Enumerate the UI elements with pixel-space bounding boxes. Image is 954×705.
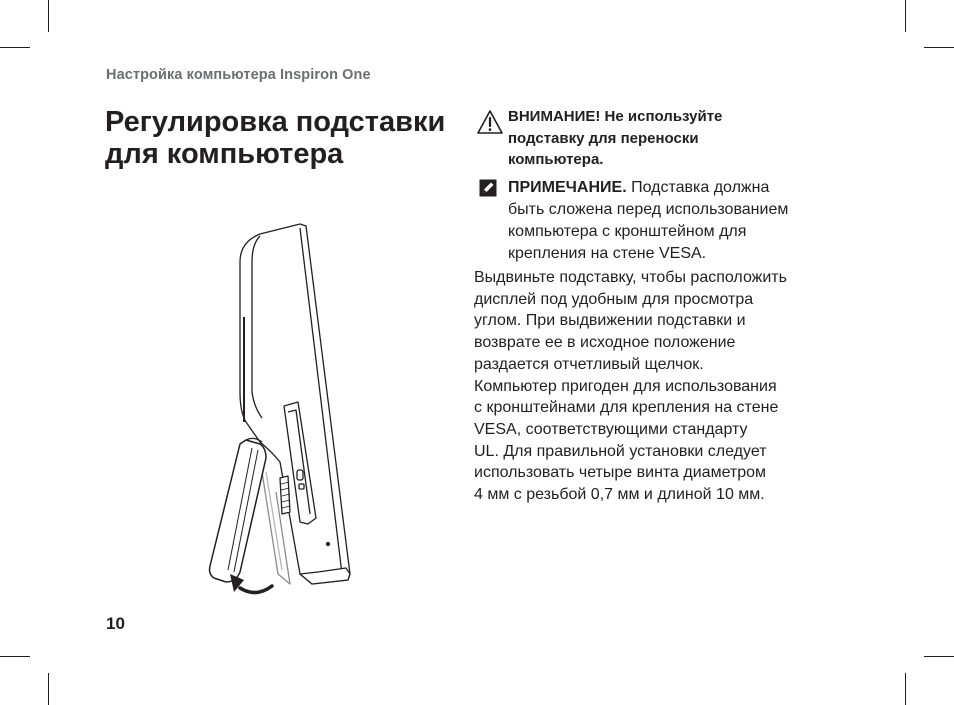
computer-stand-illustration: [200, 222, 360, 602]
note-line: компьютера с кронштейном для: [508, 223, 747, 240]
warning-line: подставку для переноски: [508, 129, 699, 147]
body-line: возврате ее в исходное положение: [474, 334, 736, 352]
warning-text: [508, 106, 808, 171]
warning-triangle-icon: [476, 109, 504, 135]
body-line: 4 мм с резьбой 0,7 мм и длиной 10 мм.: [474, 486, 765, 504]
page-number: 10: [106, 614, 125, 633]
crop-mark: [0, 656, 30, 657]
warning-line: компьютера.: [508, 151, 604, 168]
crop-mark: [905, 673, 906, 705]
crop-mark: [924, 47, 954, 48]
running-head: Настройка компьютера Inspiron One: [106, 67, 371, 83]
body-line: дисплей под удобным для просмотра: [474, 290, 754, 308]
title-line: для компьютера: [105, 138, 344, 170]
crop-mark: [905, 0, 906, 32]
note-label: ПРИМЕЧАНИЕ.: [508, 179, 627, 196]
crop-mark: [48, 673, 49, 705]
crop-mark: [924, 656, 954, 657]
body-line: Компьютер пригоден для использования: [474, 377, 777, 395]
body-line: UL. Для правильной установки следует: [474, 442, 767, 460]
page-title: [105, 106, 465, 170]
note-line: быть сложена перед использованием: [508, 201, 789, 218]
note-line: крепления на стене VESA.: [508, 245, 707, 262]
body-line: углом. При выдвижении подставки и: [474, 312, 746, 330]
note-pencil-icon: [479, 179, 497, 197]
note-text: [508, 177, 828, 265]
crop-mark: [0, 47, 30, 48]
crop-mark: [48, 0, 49, 32]
body-line: раздается отчетливый щелчок.: [474, 355, 704, 373]
body-line: использовать четыре винта диаметром: [474, 464, 767, 482]
note-line: Подставка должна: [626, 179, 770, 196]
body-line: VESA, соответствующими стандарту: [474, 420, 748, 438]
body-line: Выдвиньте подставку, чтобы расположить: [474, 269, 787, 286]
warning-line: ВНИМАНИЕ! Не используйте: [508, 108, 723, 125]
body-paragraph: [474, 267, 834, 506]
body-line: с кронштейнами для крепления на стене: [474, 399, 779, 417]
title-line: Регулировка подставки: [105, 106, 446, 138]
